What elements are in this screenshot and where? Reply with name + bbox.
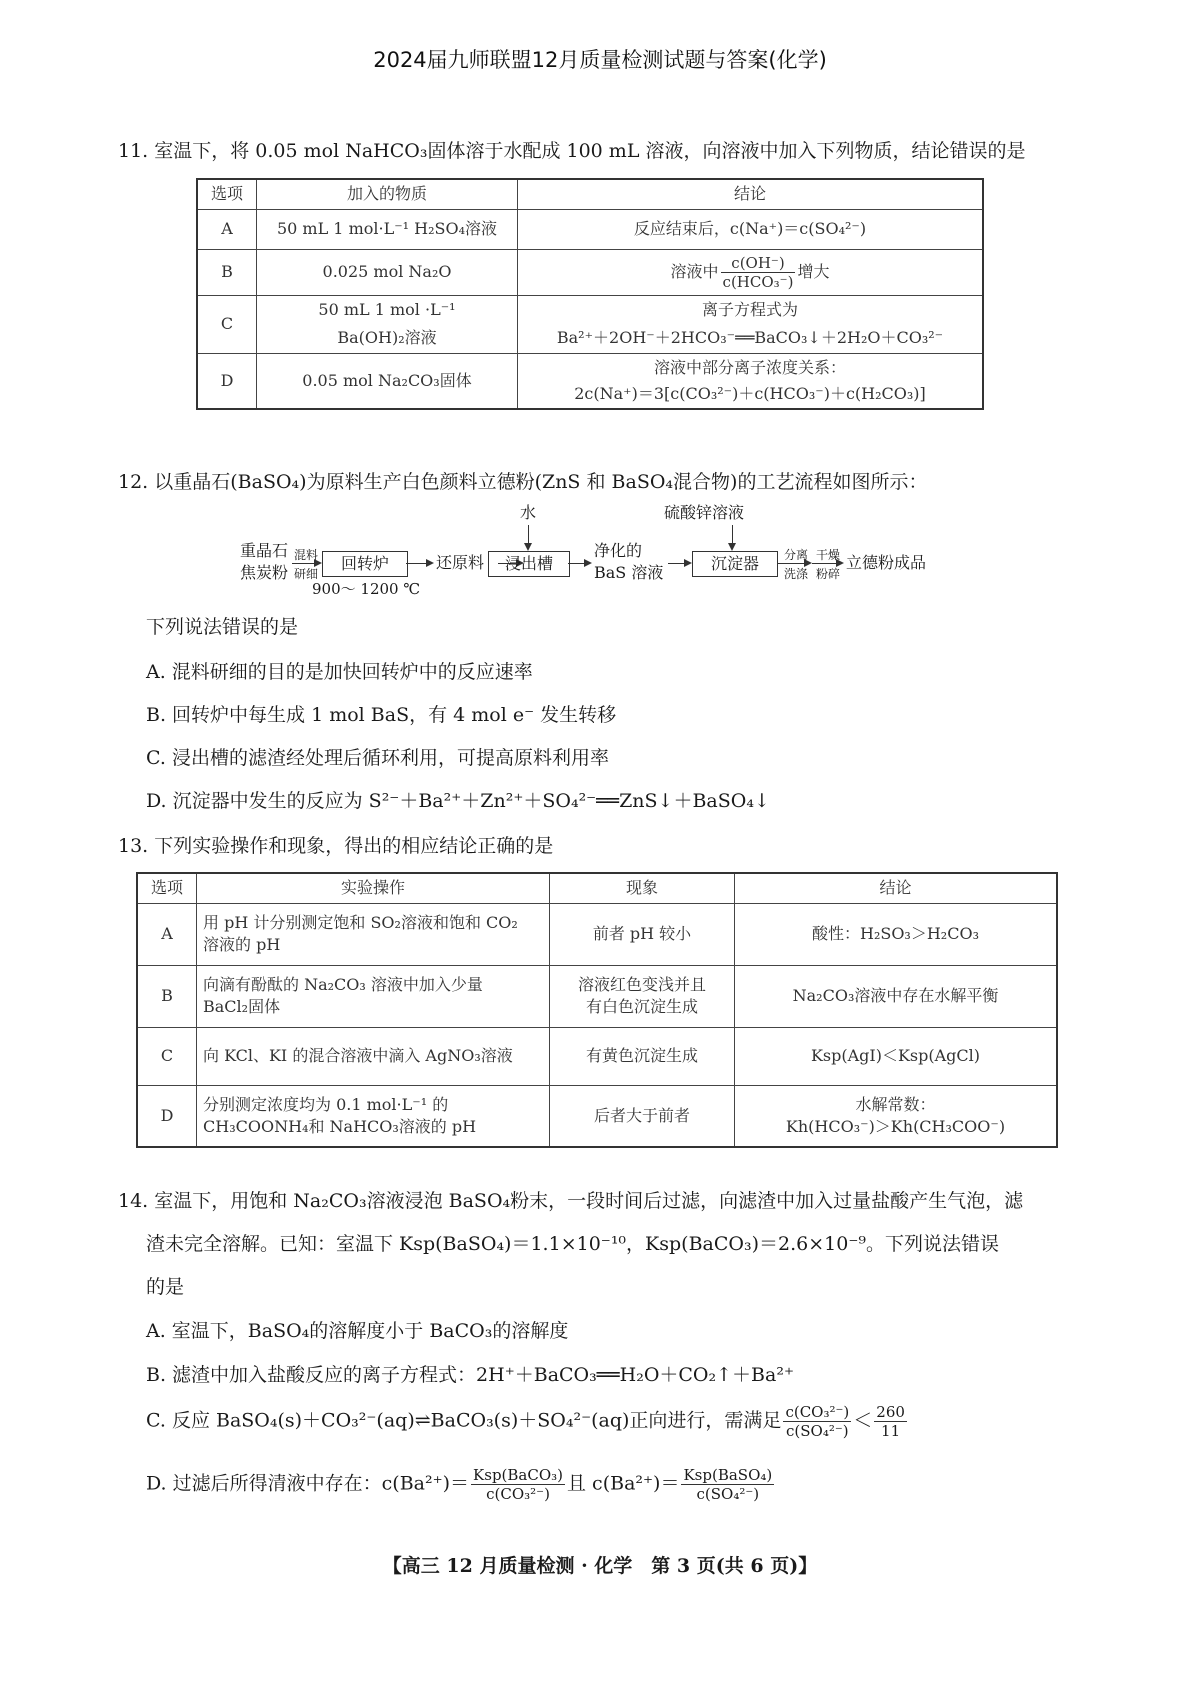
q13-row-b-phenomenon (550, 965, 735, 1027)
flow-purified-line2: BaS 溶液 (594, 563, 664, 582)
page-title: 2024届九师联盟12月质量检测试题与答案(化学) (373, 48, 827, 72)
q11-row-d-conclusion (518, 353, 984, 409)
q13-header-operation: 实验操作 (197, 873, 550, 903)
q14-option-c-value-fraction (874, 1403, 907, 1440)
q14-option-d-text: D. 过滤后所得清液中存在：c(Ba²⁺)＝ (146, 1472, 470, 1495)
q14-option-d (146, 1466, 776, 1503)
flow-water: 水 (520, 503, 537, 522)
q14-stem-line2: 渣未完全溶解。已知：室温下 Ksp(BaSO₄)＝1.1×10⁻¹⁰，Ksp(BaCO₃)＝2.6×10⁻⁹。下列说法错误 (146, 1233, 999, 1255)
q11-row-b-substance: 0.025 mol Na₂O (257, 249, 518, 295)
q14-option-c-text: C. 反应 BaSO₄(s)＋CO₃²⁻(aq)⇌BaCO₃(s)＋SO₄²⁻(aq)正向进行，需满足 (146, 1409, 782, 1432)
q14-option-c-value-den: 11 (881, 1422, 901, 1440)
flow-box-rotary-kiln: 回转炉 (322, 551, 408, 577)
q14-stem-line1: 14. 室温下，用饱和 Na₂CO₃溶液浸泡 BaSO₄粉末，一段时间后过滤，向滤渣中加入过量盐酸产生气泡，滤 (118, 1190, 1024, 1212)
table-row (137, 1085, 1057, 1147)
q11-row-d-conclusion-line2: 2c(Na⁺)＝3[c(CO₃²⁻)＋c(HCO₃⁻)＋c(H₂CO₃)] (574, 383, 926, 403)
flow-arrow-7 (812, 563, 842, 564)
q11-header-conclusion: 结论 (518, 179, 984, 209)
q13-header-option: 选项 (137, 873, 197, 903)
q13-row-a-operation-line2: 溶液的 pH (203, 935, 281, 954)
table-row (197, 353, 983, 409)
q13-row-b-operation (197, 965, 550, 1027)
q12-option-c: C. 浸出槽的滤渣经处理后循环利用，可提高原料利用率 (146, 747, 609, 769)
q13-row-d-conclusion-line1: 水解常数： (855, 1094, 936, 1114)
q12-option-b: B. 回转炉中每生成 1 mol BaS，有 4 mol e⁻ 发生转移 (146, 704, 617, 726)
q11-row-b-fraction-num: c(OH⁻) (721, 254, 796, 273)
q12-stem: 12. 以重晶石(BaSO₄)为原料生产白色颜料立德粉(ZnS 和 BaSO₄混合物)的工艺流程如图所示： (118, 471, 928, 493)
table-row (137, 903, 1057, 965)
flow-znso4-solution: 硫酸锌溶液 (664, 503, 745, 522)
q14-option-d-fraction-1-den: c(CO₃²⁻) (486, 1485, 550, 1503)
q11-stem: 11. 室温下，将 0.05 mol NaHCO₃固体溶于水配成 100 mL 溶液，向溶液中加入下列物质，结论错误的是 (118, 140, 1026, 162)
table-row (197, 295, 983, 353)
q12-flow-diagram (240, 503, 1000, 598)
q14-option-d-fraction-2-den: c(SO₄²⁻) (696, 1485, 760, 1503)
q13-row-b-option: B (137, 965, 197, 1027)
q14-option-c-fraction-num: c(CO₃²⁻) (785, 1403, 850, 1421)
q13-row-c-option: C (137, 1027, 197, 1085)
q11-row-c-conclusion-line1: 离子方程式为 (701, 300, 798, 319)
flow-box-precipitator: 沉淀器 (692, 551, 778, 577)
flow-arrow-6 (778, 563, 810, 564)
q13-row-d-conclusion (735, 1085, 1058, 1147)
q13-row-a-conclusion: 酸性：H₂SO₃＞H₂CO₃ (735, 903, 1058, 965)
flow-arrow-1 (292, 563, 320, 564)
flow-step2-top: 分离 (784, 548, 809, 562)
q14-option-d-fraction-1 (471, 1466, 565, 1503)
flow-raw-coke: 焦炭粉 (240, 563, 289, 582)
q11-table (196, 178, 984, 410)
q11-row-a-substance: 50 mL 1 mol·L⁻¹ H₂SO₄溶液 (257, 209, 518, 249)
flow-box-leaching-tank: 浸出槽 (488, 551, 570, 577)
q13-row-d-operation-line2: CH₃COONH₄和 NaHCO₃溶液的 pH (203, 1116, 477, 1136)
q13-row-c-operation: 向 KCl、KI 的混合溶液中滴入 AgNO₃溶液 (197, 1027, 550, 1085)
q11-row-d-substance: 0.05 mol Na₂CO₃固体 (257, 353, 518, 409)
flow-product: 立德粉成品 (846, 553, 927, 572)
flow-reduced-material: 还原料 (436, 553, 485, 572)
q13-row-b-conclusion: Na₂CO₃溶液中存在水解平衡 (735, 965, 1058, 1027)
q13-row-c-phenomenon: 有黄色沉淀生成 (550, 1027, 735, 1085)
q14-option-c (146, 1403, 909, 1440)
q13-row-c-conclusion: Ksp(AgI)＜Ksp(AgCl) (735, 1027, 1058, 1085)
q14-option-c-fraction (783, 1403, 851, 1440)
q13-row-a-option: A (137, 903, 197, 965)
q14-option-d-fraction-2-num: Ksp(BaSO₄) (683, 1466, 773, 1484)
flow-box1-condition: 900～ 1200 ℃ (312, 580, 421, 598)
flow-step3-top: 干燥 (816, 548, 841, 562)
q13-stem: 13. 下列实验操作和现象，得出的相应结论正确的是 (118, 835, 554, 857)
flow-arrow-znso4 (732, 525, 733, 549)
q11-row-b-conclusion (518, 249, 984, 295)
q11-header-substance: 加入的物质 (257, 179, 518, 209)
flow-arrow-4 (568, 563, 590, 564)
q13-row-b-phenomenon-line2: 有白色沉淀生成 (585, 997, 698, 1016)
q13-row-d-option: D (137, 1085, 197, 1147)
flow-step1-bottom: 研细 (294, 567, 319, 581)
q14-option-b: B. 滤渣中加入盐酸反应的离子方程式：2H⁺＋BaCO₃══H₂O＋CO₂↑＋Ba²⁺ (146, 1364, 794, 1386)
flow-arrow-5 (668, 563, 690, 564)
q11-row-c-substance-line1: 50 mL 1 mol ·L⁻¹ (318, 300, 456, 319)
q11-row-b-conclusion-post: 增大 (797, 261, 830, 281)
q13-row-a-phenomenon: 前者 pH 较小 (550, 903, 735, 965)
q11-row-c-substance-line2: Ba(OH)₂溶液 (337, 328, 437, 347)
q12-prompt: 下列说法错误的是 (146, 616, 299, 638)
q11-row-a-conclusion: 反应结束后，c(Na⁺)＝c(SO₄²⁻) (518, 209, 984, 249)
table-row (197, 209, 983, 249)
q13-row-d-operation-line1: 分别测定浓度均为 0.1 mol·L⁻¹ 的 (203, 1094, 449, 1114)
q13-row-d-operation (197, 1085, 550, 1147)
q11-row-c-conclusion-line2: Ba²⁺＋2OH⁻＋2HCO₃⁻══BaCO₃↓＋2H₂O＋CO₃²⁻ (556, 328, 944, 347)
q14-option-d-mid: 且 c(Ba²⁺)＝ (567, 1472, 680, 1495)
flow-step1-top: 混料 (294, 548, 319, 562)
q12-option-a: A. 混料研细的目的是加快回转炉中的反应速率 (146, 661, 533, 683)
table-row (197, 249, 983, 295)
q11-row-c-substance (257, 295, 518, 353)
q11-row-b-conclusion-pre: 溶液中 (670, 261, 719, 281)
q13-row-d-phenomenon: 后者大于前者 (550, 1085, 735, 1147)
q14-option-c-value-num: 260 (876, 1403, 905, 1421)
q14-option-a: A. 室温下，BaSO₄的溶解度小于 BaCO₃的溶解度 (146, 1320, 569, 1342)
q11-row-c-option: C (197, 295, 257, 353)
q13-row-b-phenomenon-line1: 溶液红色变浅并且 (577, 975, 706, 994)
q14-option-d-fraction-1-num: Ksp(BaCO₃) (473, 1466, 564, 1484)
q14-option-c-less-than: ＜ (853, 1409, 873, 1432)
q14-option-d-fraction-2 (681, 1466, 774, 1503)
q11-row-d-conclusion-line1: 溶液中部分离子浓度关系： (653, 357, 846, 377)
q11-row-b-fraction-den: c(HCO₃⁻) (722, 272, 794, 291)
flow-arrow-2 (406, 563, 432, 564)
q12-option-d: D. 沉淀器中发生的反应为 S²⁻＋Ba²⁺＋Zn²⁺＋SO₄²⁻══ZnS↓＋BaSO₄↓ (146, 790, 770, 812)
q13-header-conclusion: 结论 (735, 873, 1058, 903)
q13-table (136, 872, 1058, 1148)
flow-arrow-water (528, 525, 529, 549)
q11-header-option: 选项 (197, 179, 257, 209)
flow-purified-line1: 净化的 (594, 541, 643, 560)
q13-row-b-operation-line2: BaCl₂固体 (203, 997, 281, 1016)
q11-row-b-fraction (721, 254, 796, 291)
q13-row-a-operation (197, 903, 550, 965)
q11-row-b-option: B (197, 249, 257, 295)
flow-step3-bottom: 粉碎 (816, 567, 841, 581)
q13-header-phenomenon: 现象 (550, 873, 735, 903)
q13-row-d-conclusion-line2: Kh(HCO₃⁻)＞Kh(CH₃COO⁻) (785, 1116, 1006, 1136)
table-row (137, 1027, 1057, 1085)
q11-row-d-option: D (197, 353, 257, 409)
table-row (137, 965, 1057, 1027)
q13-row-b-operation-line1: 向滴有酚酞的 Na₂CO₃ 溶液中加入少量 (203, 975, 483, 994)
flow-raw-barite: 重晶石 (240, 541, 289, 560)
flow-step2-bottom: 洗涤 (784, 567, 809, 581)
q14-stem-line3: 的是 (146, 1276, 185, 1298)
page-footer: 【高三 12 月质量检测 · 化学 第 3 页(共 6 页)】 (382, 1555, 818, 1577)
q14-option-c-fraction-den: c(SO₄²⁻) (786, 1422, 849, 1440)
q13-row-a-operation-line1: 用 pH 计分别测定饱和 SO₂溶液和饱和 CO₂ (203, 913, 518, 932)
q11-row-a-option: A (197, 209, 257, 249)
q11-row-c-conclusion (518, 295, 984, 353)
